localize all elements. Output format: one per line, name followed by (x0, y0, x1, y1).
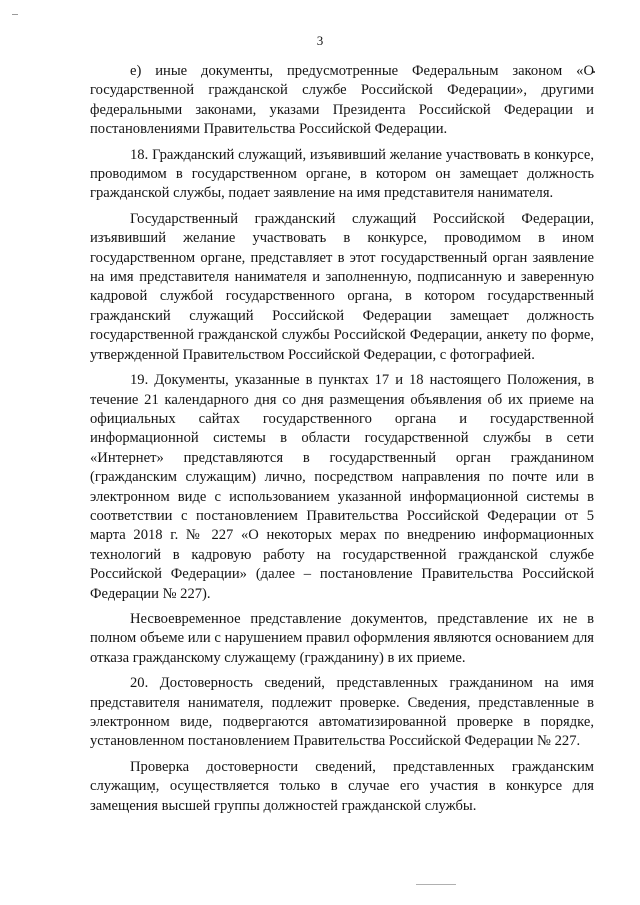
scan-artifact (416, 884, 456, 885)
paragraph-19-continued: Несвоевременное представление документов, представление их не в полном объеме или с нарушением правил оформления являются основанием для отказа гражданскому служащему (гражданину) в их приеме. (90, 610, 594, 666)
page-number: 3 (316, 33, 324, 48)
paragraph-18: 18. Гражданский служащий, изъявивший желание участвовать в конкурсе, проводимом в государственном органе, в котором он замещает должность гражданской службы, подает заявление на имя представителя нанимателя. (90, 146, 594, 202)
paragraph-item-e: е) иные документы, предусмотренные Федеральным законом «О государственной гражданской службе Российской Федерации», другими федеральными законами, указами Президента Российской Федерации и постановлениями Правительства Российской Федерации. (90, 63, 594, 138)
paragraph-18-continued: Государственный гражданский служащий Российской Федерации, изъявивший желание участвовать в конкурсе, проводимом в ином государственном органе, представляет в этот государственный орган заявление на имя представителя нанимателя и заполненную, подписанную и заверенную кадровой службой государственного органа, в котором государственный гражданский служащий Российской Федерации замещает должность государственной гражданской службы Российской Федерации, анкету по форме, утвержденной Правительством Российской Федерации, с фотографией. (90, 210, 594, 363)
paragraph-19: 19. Документы, указанные в пунктах 17 и 18 настоящего Положения, в течение 21 календарного дня со дня размещения объявления об их приеме на официальных сайтах государственного органа и государственной информационной системы в области государственной службы в сети «Интернет» представляются в государственный орган гражданином (гражданским служащим) лично, посредством направления по почте или в электронном виде с использованием указанной информационной системы в соответствии с постановлением Правительства Российской Федерации от 5 марта 2018 г. № 227 «О некоторых мерах по внедрению информационных технологий в кадровую работу на государственной гражданской службе Российской Федерации» (далее – постановление Правительства Российской Федерации № 227). (90, 372, 594, 602)
document-body (90, 62, 594, 816)
scan-artifact (12, 14, 18, 15)
paragraph-20-continued: Проверка достоверности сведений, представленных гражданским служащим, осуществляется только в случае его участия в конкурсе для замещения высшей группы должностей гражданской службы. (90, 758, 594, 814)
paragraph-20: 20. Достоверность сведений, представленных гражданином на имя представителя нанимателя, подлежит проверке. Сведения, представленные в электронном виде, подвергаются автоматизированной проверке в порядке, установленном постановлением Правительства Российской Федерации № 227. (90, 675, 594, 750)
